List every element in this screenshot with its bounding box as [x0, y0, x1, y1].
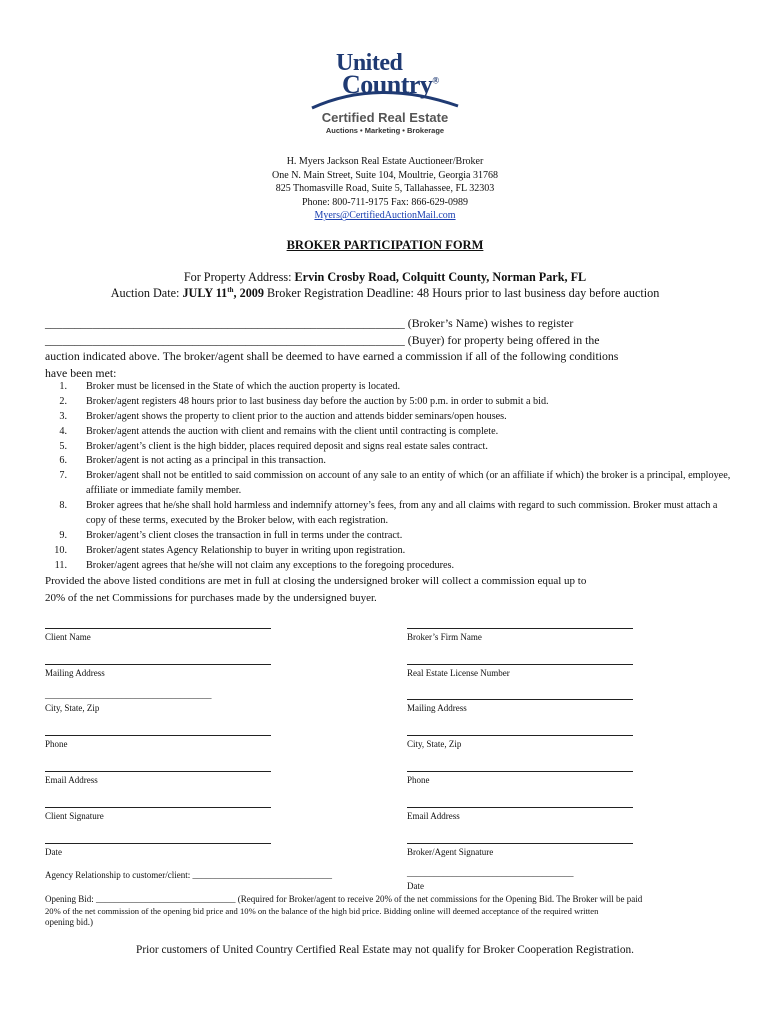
broker-phone-field[interactable]	[407, 771, 633, 772]
broker-mailing-address-field[interactable]	[407, 699, 633, 700]
property-address-line: For Property Address: Ervin Crosby Road, Colquitt County, Norman Park, FL	[183, 270, 587, 284]
client-name-field[interactable]	[45, 628, 271, 629]
field-label: Phone	[407, 775, 430, 785]
field-label: Email Address	[45, 775, 98, 785]
list-item: 1. Broker must be licensed in the State of which the auction property is located.	[59, 381, 401, 392]
phone-field[interactable]	[45, 735, 271, 736]
opening-bid-paragraph: Opening Bid: _______________________________ (Required for Broker/agent to receive 20% of the net commissions for the Opening Bid. The Broker will be paid 20% of the net commission of the opening bid price and 10% on the balance of the high bid price. Bidding online will deemed acceptance of the required written opening bid.)	[45, 894, 643, 927]
logo-country-text: Country®	[342, 70, 439, 99]
field-label: Client Name	[45, 632, 91, 642]
list-item: 3. Broker/agent shows the property to client prior to the auction and attends bidder seminars/open houses.	[59, 410, 507, 422]
header-line-3: 825 Thomasville Road, Suite 5, Tallahassee, FL 32303	[275, 183, 495, 195]
footer-note: Prior customers of United Country Certified Real Estate may not qualify for Broker Cooperation Registration.	[136, 944, 634, 956]
list-item: 9. Broker/agent’s client closes the transaction in full in terms under the contract.	[59, 529, 403, 541]
client-signature-field[interactable]	[45, 807, 271, 808]
field-label: Broker’s Firm Name	[407, 632, 482, 642]
opening-bid-field[interactable]: _______________________________	[96, 894, 236, 904]
list-item: 2. Broker/agent registers 48 hours prior to last business day before the auction by 5:00 p.m. in order to submit a bid.	[59, 395, 549, 407]
broker-signature-field[interactable]	[407, 843, 633, 844]
license-number-field[interactable]	[407, 664, 633, 665]
list-item: 10. Broker/agent states Agency Relationship to buyer in writing upon registration.	[54, 544, 406, 556]
logo-united-text: United	[336, 50, 403, 76]
list-item: 6. Broker/agent is not acting as a principal in this transaction.	[59, 455, 326, 467]
list-item: 4. Broker/agent attends the auction with client and remains with the client until contracting is complete.	[59, 425, 499, 437]
logo-certified-text: Certified Real Estate	[321, 110, 449, 125]
field-label: City, State, Zip	[407, 739, 462, 749]
field-label: City, State, Zip	[45, 703, 100, 713]
list-item: 5. Broker/agent’s client is the high bidder, places required deposit and signs real estate sales contract.	[59, 440, 488, 452]
list-item: 11. Broker/agent agrees that he/she will not claim any exceptions to the foregoing procedures.	[54, 559, 455, 571]
header-line-4: Phone: 800-711-9175 Fax: 866-629-0989	[301, 196, 468, 208]
city-state-zip-field[interactable]: _____________________________________	[45, 690, 212, 700]
list-item: 8. Broker agrees that he/she shall hold harmless and indemnify attorney’s fees, from any and all claims with regard to such commission. Broker must attach a copy of these terms, executed by the Broker below, with each registration.	[59, 500, 718, 527]
field-label: Client Signature	[45, 811, 104, 821]
broker-city-state-zip-field[interactable]	[407, 735, 633, 736]
field-label: Mailing Address	[407, 703, 467, 713]
email-link[interactable]: Myers@CertifiedAuctionMail.com	[314, 210, 456, 222]
field-label: Broker/Agent Signature	[407, 847, 494, 857]
client-date-field[interactable]	[45, 843, 271, 844]
conditions-list	[45, 380, 735, 574]
field-label: Date	[45, 847, 62, 857]
email-address-field[interactable]	[45, 771, 271, 772]
company-logo	[300, 48, 480, 140]
mailing-address-field[interactable]	[45, 664, 271, 665]
broker-email-field[interactable]	[407, 807, 633, 808]
auction-date-line: Auction Date: JULY 11th, 2009 Broker Registration Deadline: 48 Hours prior to last business day before auction	[110, 286, 660, 301]
field-label: Email Address	[407, 811, 460, 821]
list-item: 7. Broker/agent shall not be entitled to said commission on account of any sale to an entity of which (or an affiliate if which) the broker is a principal, employee, affiliate or immediate family member.	[59, 470, 731, 497]
broker-date-field[interactable]: _____________________________________	[407, 868, 574, 878]
agency-relationship-line: Agency Relationship to customer/client: _______________________________	[45, 870, 332, 880]
field-label: Real Estate License Number	[407, 668, 510, 678]
header-line-2: One N. Main Street, Suite 104, Moultrie, Georgia 31768	[272, 169, 498, 181]
form-title: BROKER PARTICIPATION FORM	[286, 238, 484, 252]
agency-relationship-field[interactable]: _______________________________	[192, 870, 332, 880]
header-line-1: H. Myers Jackson Real Estate Auctioneer/Broker	[286, 156, 484, 167]
company-header	[0, 155, 770, 223]
logo-tagline: Auctions • Marketing • Brokerage	[325, 126, 445, 135]
broker-name-field[interactable]: _____________________________________________________________	[45, 316, 405, 330]
commission-paragraph: Provided the above listed conditions are met in full at closing the undersigned broker will collect a commission equal up to 20% of the net Commissions for purchases made by the undersigned buyer.	[45, 575, 587, 604]
field-label: Mailing Address	[45, 668, 105, 678]
field-label: Phone	[45, 739, 68, 749]
intro-paragraph: _____________________________________________________________ (Broker’s Name) wishes to register _____________________________________________________________ (Buyer) for property being offered in the auction indicated above. The broker/agent shall be deemed to have earned a commission if all of the following conditions have been met:	[45, 316, 619, 380]
field-label: Date	[407, 881, 424, 891]
broker-firm-name-field[interactable]	[407, 628, 633, 629]
buyer-name-field[interactable]: _____________________________________________________________	[45, 332, 405, 347]
